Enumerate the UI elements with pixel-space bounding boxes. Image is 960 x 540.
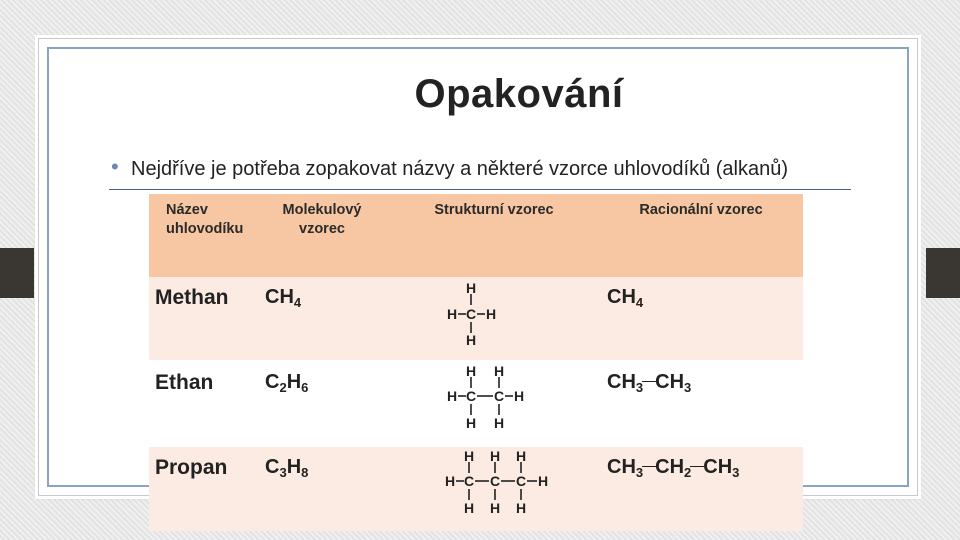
slide — [38, 38, 918, 516]
header-structural: Strukturní vzorec — [389, 194, 599, 277]
ethane-structure — [389, 362, 599, 435]
atom-c: C — [515, 473, 527, 489]
atom-c: C — [489, 473, 501, 489]
row-structural-formula — [389, 361, 599, 446]
atom-c: C — [465, 306, 477, 322]
atom-h: H — [489, 448, 501, 464]
atom-h: H — [446, 388, 458, 404]
propane-structure — [389, 447, 599, 521]
atom-h: H — [489, 500, 501, 516]
atom-h: H — [463, 448, 475, 464]
slide-title: Opakování — [414, 72, 624, 116]
divider-line — [109, 189, 851, 190]
table-row — [149, 361, 803, 446]
methane-structure — [389, 277, 599, 350]
atom-h: H — [465, 332, 477, 348]
header-molecular: Molekulový vzorec — [255, 194, 389, 277]
atom-h: H — [465, 363, 477, 379]
row-name: Ethan — [149, 361, 255, 446]
atom-c: C — [463, 473, 475, 489]
row-name: Methan — [149, 277, 255, 361]
atom-h: H — [515, 500, 527, 516]
row-structural-formula — [389, 277, 599, 361]
atom-h: H — [493, 415, 505, 431]
table-header-row — [149, 194, 803, 277]
atom-h: H — [465, 280, 477, 296]
table-row — [149, 277, 803, 361]
bullet-text: Nejdříve je potřeba zopakovat názvy a některé vzorce uhlovodíků (alkanů) — [131, 158, 789, 180]
table-row — [149, 446, 803, 531]
row-rational-formula: $CH_3$ $CH_3$ — [599, 361, 803, 446]
atom-h: H — [515, 448, 527, 464]
alkane-table — [149, 194, 803, 516]
atom-h: H — [446, 306, 458, 322]
atom-c: C — [465, 388, 477, 404]
row-molecular-formula: $CH_4$ — [255, 277, 389, 361]
right-side-tab — [926, 248, 960, 298]
row-molecular-formula: $C_2H_6$ — [255, 361, 389, 446]
row-structural-formula — [389, 446, 599, 531]
atom-h: H — [537, 473, 549, 489]
atom-h: H — [485, 306, 497, 322]
left-side-tab — [0, 248, 34, 298]
row-molecular-formula: $C_3H_8$ — [255, 446, 389, 531]
header-rational: Racionální vzorec — [599, 194, 803, 277]
header-name: Název uhlovodíku — [149, 194, 255, 277]
atom-h: H — [493, 363, 505, 379]
row-rational-formula: $CH_4$ — [599, 277, 803, 361]
atom-h: H — [465, 415, 477, 431]
atom-h: H — [444, 473, 456, 489]
atom-h: H — [513, 388, 525, 404]
atom-c: C — [493, 388, 505, 404]
row-name: Propan — [149, 446, 255, 531]
bullet-dot-icon: • — [111, 154, 119, 179]
atom-h: H — [463, 500, 475, 516]
row-rational-formula: $CH_3$ $CH_2$ $CH_3$ — [599, 446, 803, 531]
